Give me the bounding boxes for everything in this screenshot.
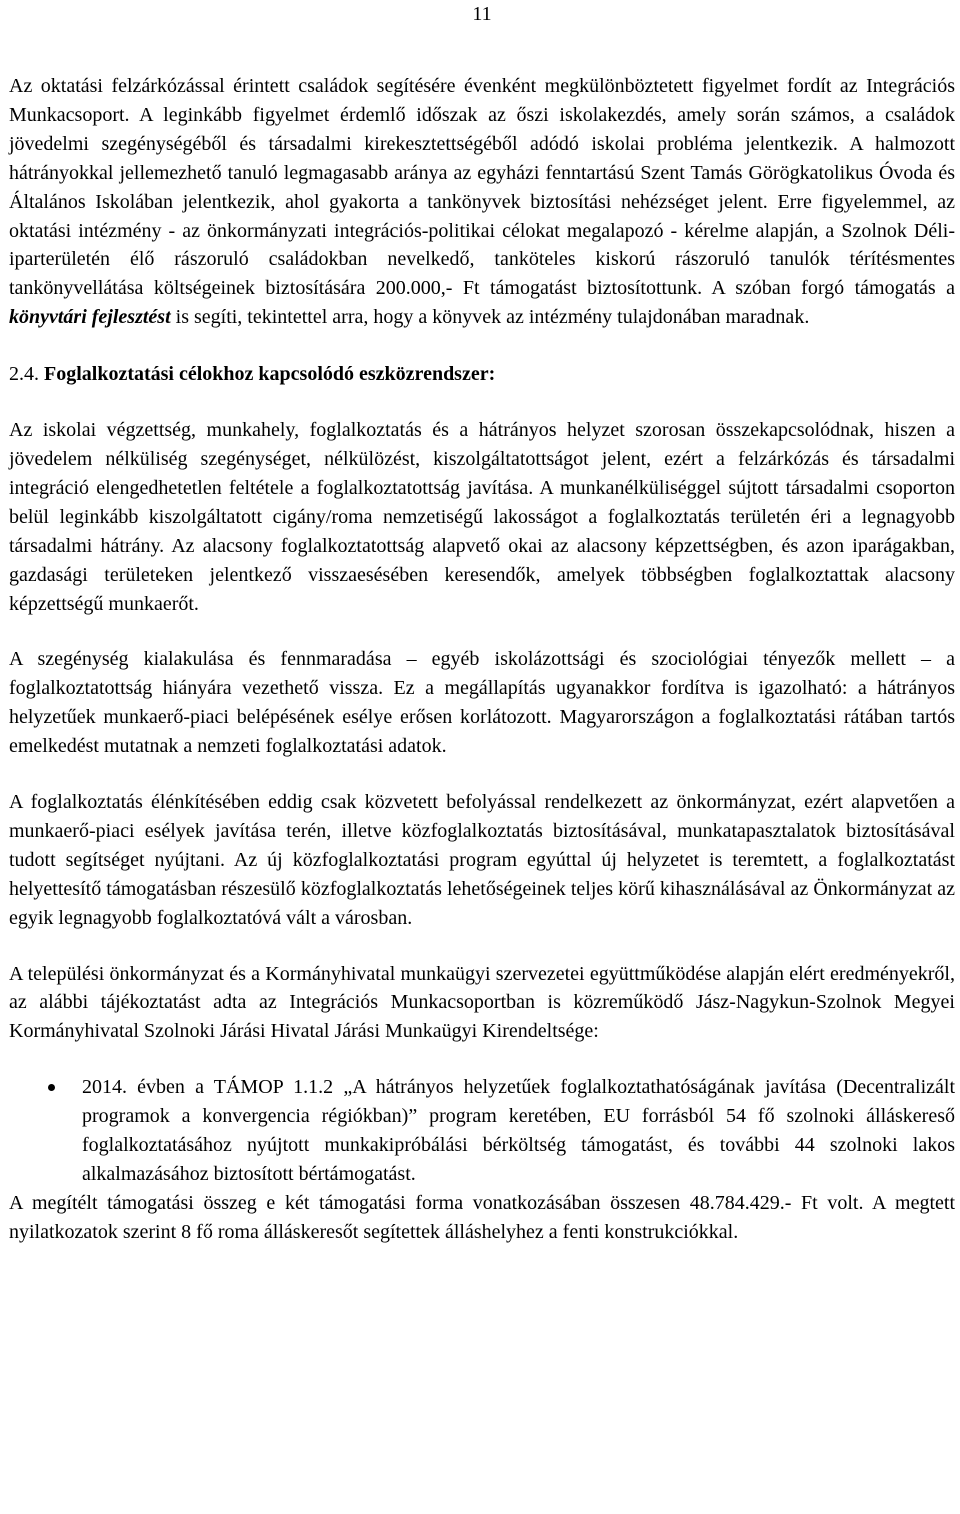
paragraph-education-support [9, 72, 955, 332]
paragraph-text-a: Az oktatási felzárkózással érintett családok segítésére évenként megkülönböztetett figyelmet fordít az Integrációs Munkacsoport. A leginkább figyelmet érdemlő időszak az őszi iskolakezdés, amely során számos, a családok jövedelmi szegénységéből és társadalmi kirekesztettségéből adódó iskolai probléma jelentkezik. A halmozott hátrányokkal jellemezhető tanuló legmagasabb aránya az egyházi fenntartású Szent Tamás Görögkatolikus Óvoda és Általános Iskolában jelentkezik, ahol gyakorta a tankönyvek biztosítási nehézséget jelent. Erre figyelemmel, az oktatási intézmény - az önkormányzati integrációs-politikai célokat megalapozó - kérelme alapján, a Szolnok Déli-iparterületén élő rászoruló családokban nevelkedő, tanköteles kiskorú rászoruló tanulók térítésmentes tankönyvellátása költségeinek biztosítására 200.000,- Ft támogatást biztosítottunk. A szóban forgó támogatás a [9, 75, 955, 300]
section-heading [9, 360, 955, 389]
bullet-icon [48, 1084, 55, 1091]
paragraph-employment-education: Az iskolai végzettség, munkahely, foglalkoztatás és a hátrányos helyzet szorosan összekapcsolódnak, hiszen a jövedelem nélküliség szegénységet, nélkülözést, kiszolgáltatottságot jelent, ezért a felzárkózás és társadalmi integráció elengedhetetlen feltétele a foglalkoztatottság javítása. A munkanélküliséggel sújtott társadalmi csoporton belül leginkább kiszolgáltatott cigány/roma nemzetiségű lakosságot a foglalkoztatás területén éri a legnagyobb társadalmi hátrány. Az alacsony foglalkoztatottság alapvető okai az alacsony képzettségben, és azon iparágakban, gazdasági területeken jelentkező visszaesésében keresendők, amelyek többségben foglalkoztattak alacsony képzettségű munkaerőt. [9, 419, 955, 615]
paragraph-public-employment: A foglalkoztatás élénkítésében eddig csak közvetett befolyással rendelkezett az önkormányzat, ezért alapvetően a munkaerő-piaci esélyek javítása terén, illetve közfoglalkoztatás biztosításával, munkatapasztalatok biztosításával tudott segítséget nyújtani. Az új közfoglalkoztatási program egyúttal új helyzetet is teremtett, a foglalkoztatást helyettesítő támogatásban részesülő közfoglalkoztatás lehetőségeinek teljes körű kihasználásával az Önkormányzat az egyik legnagyobb foglalkoztatóvá vált a városban. [9, 791, 955, 929]
paragraph-poverty-employment: A szegénység kialakulása és fennmaradása – egyéb iskolázottsági és szociológiai tényezők mellett – a foglalkoztatottság hiányára vezethető vissza. Ez a megállapítás ugyanakkor fordítva is igazolható: a hátrányos helyzetűek munkaerő-piaci belépésének esélye erősen korlátozott. Magyarországon a foglalkoztatási rátában tartós emelkedést mutatnak a nemzeti foglalkoztatási adatok. [9, 648, 955, 758]
section-title: Foglalkoztatási célokhoz kapcsolódó eszközrendszer: [44, 363, 496, 386]
paragraph-text-b: is segíti, tekintettel arra, hogy a könyvek az intézmény tulajdonában maradnak. [170, 306, 810, 329]
bullet-list [9, 1073, 955, 1189]
list-item [9, 1073, 955, 1189]
section-number: 2.4. [9, 363, 39, 386]
document-page [9, 0, 955, 1247]
emphasis-library-development: könyvtári fejlesztést [9, 306, 171, 329]
paragraph-government-office: A települési önkormányzat és a Kormányhivatal munkaügyi szervezetei együttműködése alapján elért eredményekről, az alábbi tájékoztatást adta az Integrációs Munkacsoportban is közreműködő Jász-Nagykun-Szolnok Megyei Kormányhivatal Szolnoki Járási Hivatal Járási Munkaügyi Kirendeltsége: [9, 962, 955, 1043]
page-number: 11 [472, 3, 492, 25]
bullet-text: 2014. évben a TÁMOP 1.1.2 „A hátrányos helyzetűek foglalkoztathatóságának javítása (Decentralizált programok a konvergencia régiókban)” program keretében, EU forrásból 54 fő szolnoki álláskereső foglalkoztatásához nyújtott munkakipróbálási bérköltség támogatást, és további 44 szolnoki lakos alkalmazásához biztosított bértámogatást. [82, 1076, 955, 1185]
paragraph-closing: A megítélt támogatási összeg e két támogatási forma vonatkozásában összesen 48.784.429.- Ft volt. A megtett nyilatkozatok szerint 8 fő roma álláskeresőt segítettek álláshelyhez a fenti konstrukciókkal. [9, 1191, 955, 1243]
